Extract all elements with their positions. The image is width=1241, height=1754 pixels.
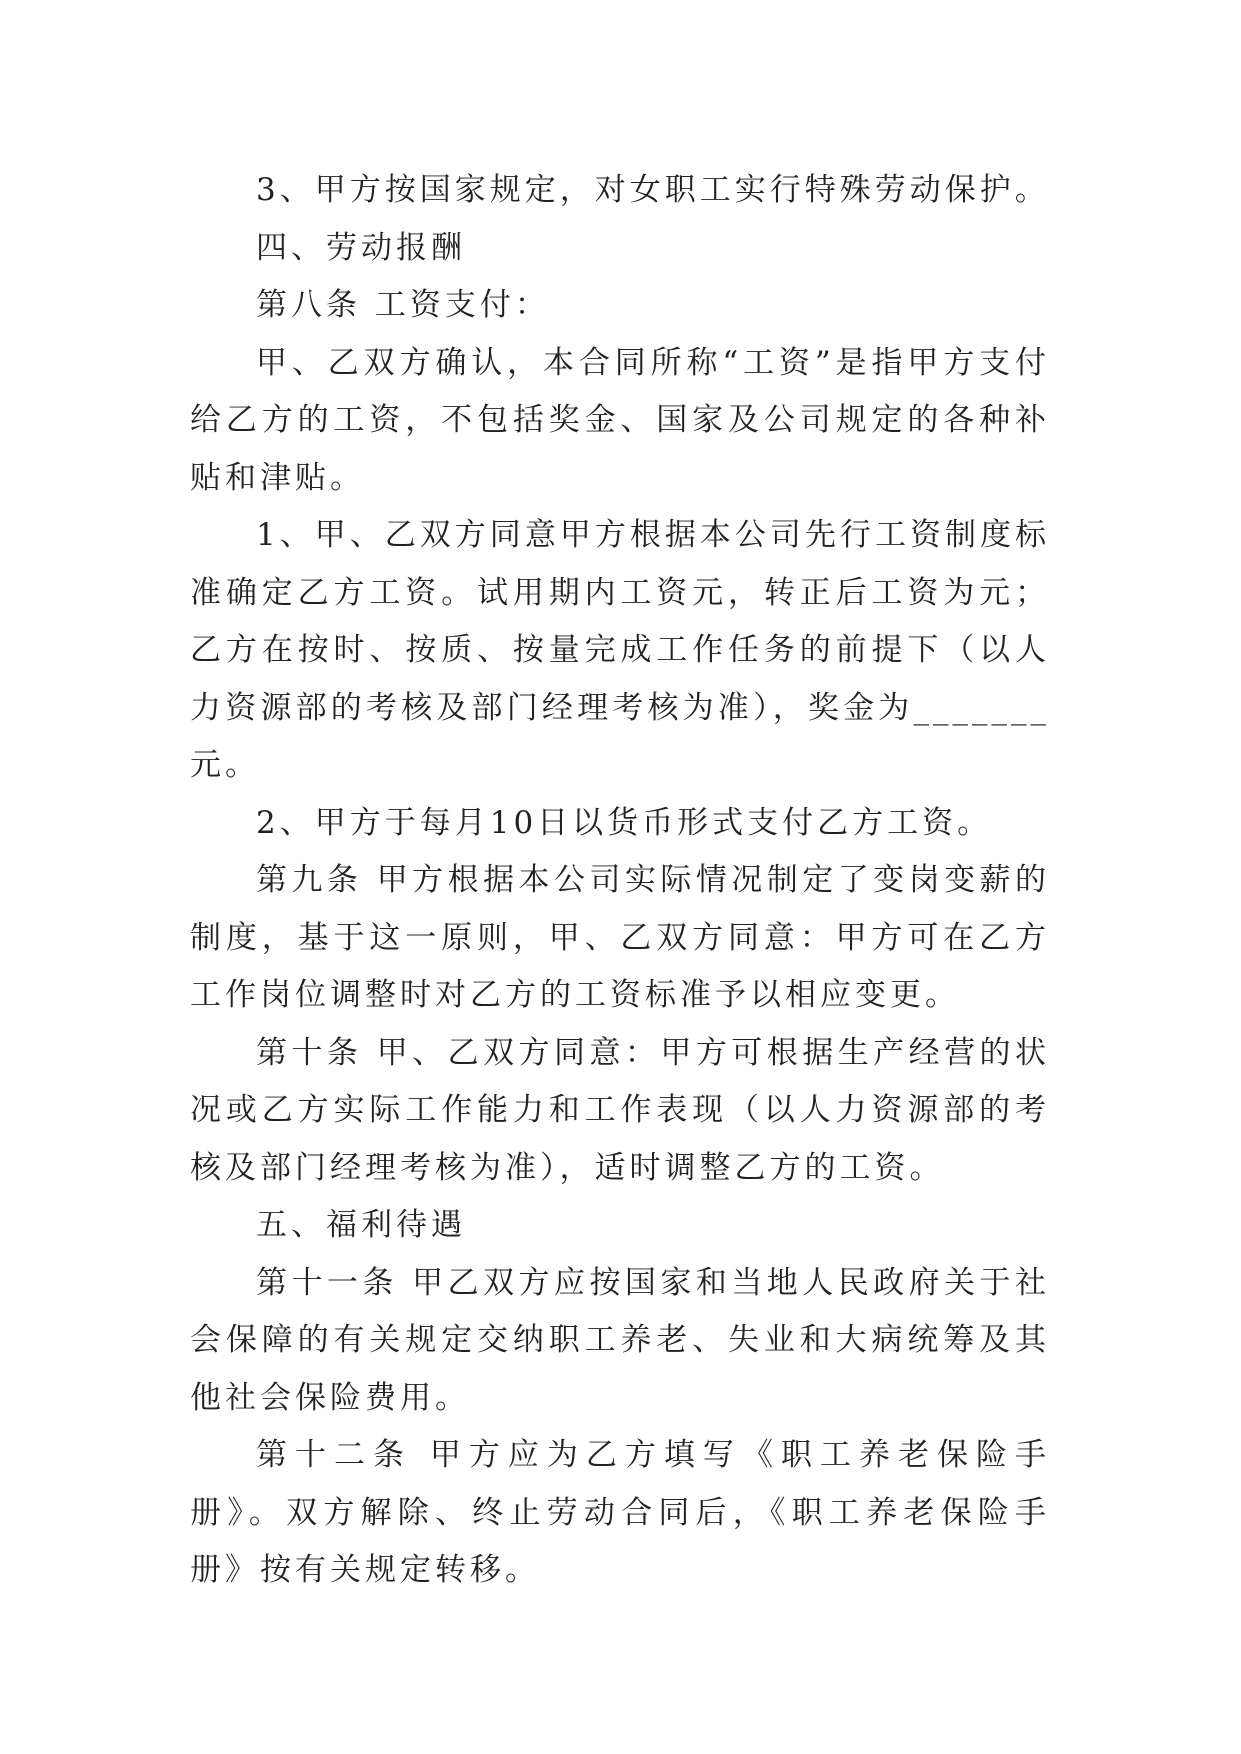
section-heading-welfare: 五、福利待遇 (256, 1207, 466, 1243)
article-12-paragraph: 第十二条 甲方应为乙方填写《职工养老保险手册》。双方解除、终止劳动合同后，《职工养老保险手册》按有关规定转移。 (190, 1437, 1050, 1588)
article-8-heading: 第八条 工资支付： (256, 287, 550, 323)
document-body (190, 162, 1050, 1600)
article-9-paragraph: 第九条 甲方根据本公司实际情况制定了变岗变薪的制度，基于这一原则，甲、乙双方同意：甲方可在乙方工作岗位调整时对乙方的工资标准予以相应变更。 (190, 862, 1050, 1013)
paragraph-wage-standard: 1、甲、乙双方同意甲方根据本公司先行工资制度标准确定乙方工资。试用期内工资元，转正后工资为元；乙方在按时、按质、按量完成工作任务的前提下（以人力资源部的考核及部门经理考核为准），奖金为_______元。 (190, 517, 1050, 783)
paragraph-clause-3-female-protection: 3、甲方按国家规定，对女职工实行特殊劳动保护。 (256, 172, 1050, 208)
paragraph-payment-date: 2、甲方于每月10日以货币形式支付乙方工资。 (256, 804, 993, 841)
article-11-paragraph: 第十一条 甲乙双方应按国家和当地人民政府关于社会保障的有关规定交纳职工养老、失业和大病统筹及其他社会保险费用。 (190, 1264, 1050, 1416)
paragraph-wage-definition: 甲、乙双方确认，本合同所称“工资”是指甲方支付给乙方的工资，不包括奖金、国家及公司规定的各种补贴和津贴。 (190, 344, 1050, 496)
section-heading-labor-remuneration: 四、劳动报酬 (256, 229, 466, 266)
article-10-paragraph: 第十条 甲、乙双方同意：甲方可根据生产经营的状况或乙方实际工作能力和工作表现（以人力资源部的考核及部门经理考核为准），适时调整乙方的工资。 (190, 1034, 1050, 1186)
